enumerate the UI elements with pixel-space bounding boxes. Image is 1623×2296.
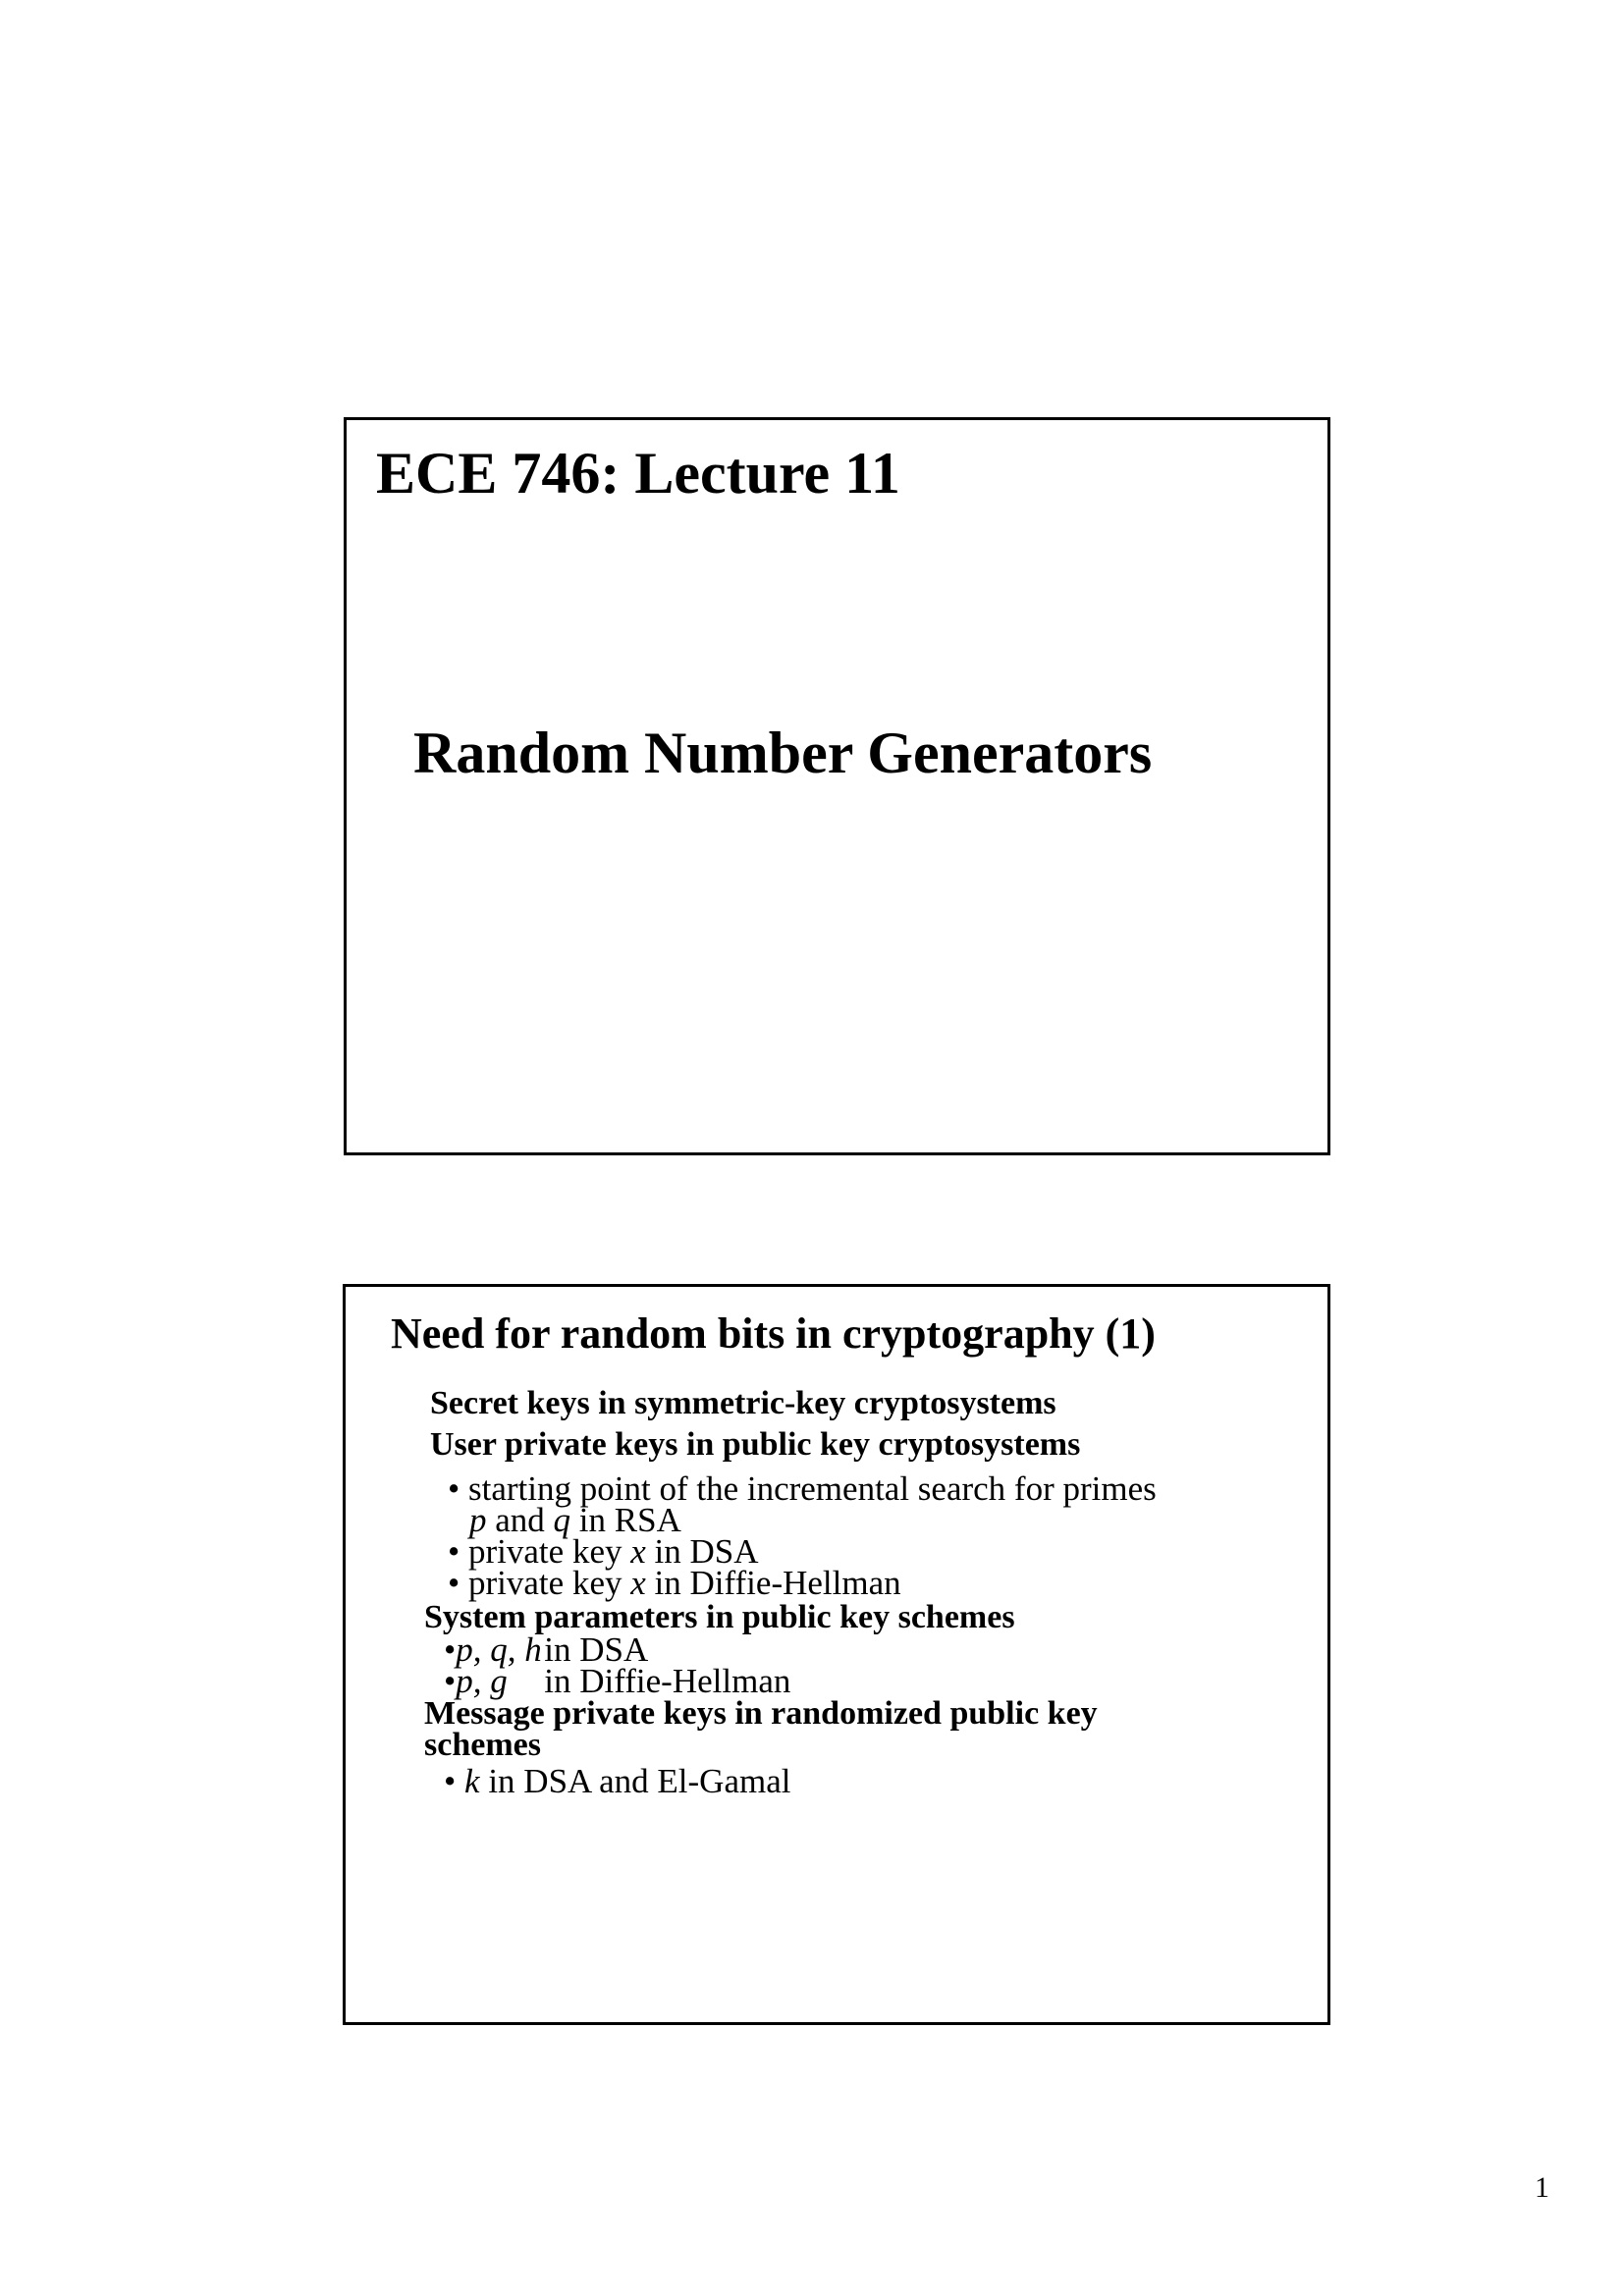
bullet-text: and [486, 1501, 554, 1539]
bullet-text: in DSA and El-Gamal [479, 1762, 791, 1800]
bullet-text: in RSA [570, 1501, 681, 1539]
bullet-text: private key [468, 1532, 631, 1571]
slide-title [344, 417, 1330, 1155]
var-x: x [630, 1564, 646, 1602]
bullet-item: • private key x in DSA [448, 1532, 759, 1571]
var-q: q [553, 1501, 571, 1539]
bullet-text: private key [468, 1564, 631, 1602]
var-k: k [464, 1762, 480, 1800]
slide-need-random-bits [343, 1284, 1330, 2025]
lecture-subtitle: Random Number Generators [413, 721, 1153, 785]
lecture-title: ECE 746: Lecture 11 [376, 441, 900, 506]
slide-heading: Need for random bits in cryptography (1) [391, 1309, 1156, 1358]
bullet-text: in Diffie-Hellman [544, 1662, 791, 1700]
bullet-item: • starting point of the incremental search for primes [448, 1469, 1157, 1508]
bullet-text: in DSA [544, 1630, 649, 1669]
section-heading: Message private keys in randomized public key [424, 1695, 1098, 1732]
bullet-text: starting point of the incremental search for primes [468, 1469, 1157, 1508]
bullet-item: • private key x in Diffie-Hellman [448, 1564, 901, 1602]
vars-pg: p, g [456, 1662, 508, 1700]
bullet-item: • k in DSA and El-Gamal [444, 1762, 791, 1800]
var-x: x [630, 1532, 646, 1571]
section-heading-continuation: schemes [424, 1727, 541, 1763]
section-heading: Secret keys in symmetric-key cryptosystems [430, 1385, 1056, 1421]
bullet-item: •p, q, hin DSA [444, 1630, 649, 1669]
section-heading: User private keys in public key cryptosystems [430, 1426, 1081, 1463]
var-p: p [469, 1501, 487, 1539]
bullet-item: •p, g in Diffie-Hellman [444, 1662, 791, 1700]
page-number: 1 [1535, 2171, 1549, 2204]
bullet-text: in DSA [645, 1532, 759, 1571]
bullet-text: in Diffie-Hellman [645, 1564, 901, 1602]
section-heading: System parameters in public key schemes [424, 1599, 1015, 1635]
vars-pqh: p, q, h [456, 1630, 542, 1669]
